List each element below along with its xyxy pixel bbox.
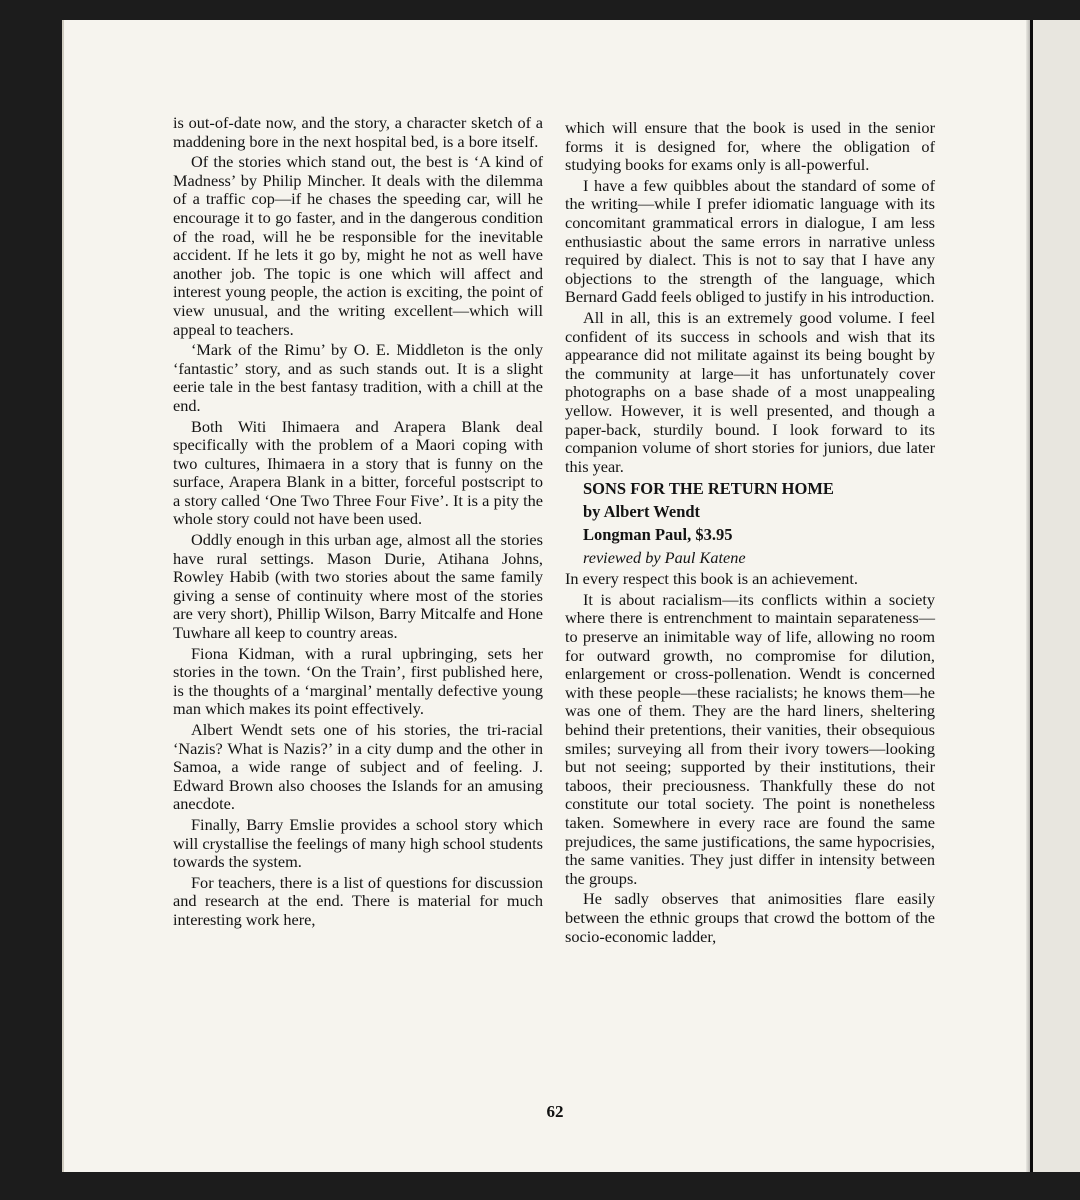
paragraph: ‘Mark of the Rimu’ by O. E. Middleton is the only ‘fantastic’ story, and as such stands out. It is a slight eerie tale in the best fantasy tradition, with a chill at the end. — [173, 340, 543, 415]
paragraph: In every respect this book is an achievement. — [565, 569, 858, 589]
paragraph: I have a few quibbles about the standard of some of the writing—while I prefer idiomatic language with its concomitant grammatical errors in dialogue, I am less enthusiastic about the same errors in narrative unless required by dialect. This is not to say that I have any objections to the strength of the language, which Bernard Gadd feels obliged to justify in his introduction. — [565, 175, 935, 307]
paragraph: Albert Wendt sets one of his stories, the tri-racial ‘Nazis? What is Nazis?’ in a city dump and the other in Samoa, a wide range of subject and of feeling. J. Edward Brown also chooses the Islands for an amusing anecdote. — [173, 720, 543, 814]
review-byline: reviewed by Paul Katene — [583, 548, 746, 568]
paragraph: It is about racialism—its conflicts within a society where there is entrenchment to maintain separateness—to preserve an inimitable way of life, allowing no room for outward growth, no compromise for dilution, enlargement or cross-pollenation. Wendt is concerned with these people—these racialists; he knows them—he was one of them. They are the hard liners, sheltering behind their pretentions, their vanities, their obsequious smiles; surveying all from their ivory towers—looking but not seeing; supported by their institutions, their taboos, their preciousness. Thankfully these do not constitute our total society. The point is nonetheless taken. Somewhere in every race are found the same prejudices, the same justifications, the same hypocrisies, the same vanities. They just differ in intensity between the groups. — [565, 589, 935, 888]
review-author: by Albert Wendt — [583, 502, 701, 522]
paragraph: For teachers, there is a list of questions for discussion and research at the end. There is material for much interesting work here, — [173, 872, 543, 929]
paragraph: Finally, Barry Emslie provides a school story which will crystallise the feelings of many high school students towards the system. — [173, 814, 543, 872]
paragraph: Oddly enough in this urban age, almost all the stories have rural settings. Mason Durie, Atihana Johns, Rowley Habib (with two stories about the same family giving a sense of continuity where most of the stories are very short), Phillip Wilson, Barry Mitcalfe and Hone Tuwhare all keep to country areas. — [173, 530, 543, 643]
paragraph: He sadly observes that animosities flare easily between the ethnic groups that crowd the bottom of the socio-economic ladder, — [565, 889, 935, 946]
paragraph: is out-of-date now, and the story, a character sketch of a maddening bore in the next hospital bed, is a bore itself. — [173, 113, 543, 151]
page-number: 62 — [546, 1102, 564, 1121]
paragraph: which will ensure that the book is used in the senior forms it is designed for, where the obligation of studying books for exams only is all-powerful. — [565, 118, 935, 175]
right-column — [565, 119, 935, 948]
paragraph: Fiona Kidman, with a rural upbringing, sets her stories in the town. ‘On the Train’, first published here, is the thoughts of a ‘marginal’ mentally defective young man which makes its point effectively. — [173, 643, 543, 719]
review-title: SONS FOR THE RETURN HOME — [583, 479, 834, 499]
left-column — [173, 114, 543, 932]
paragraph: Of the stories which stand out, the best is ‘A kind of Madness’ by Philip Mincher. It deals with the dilemma of a traffic cop—if he chases the speeding car, will he encourage it to go faster, and in the dangerous condition of the road, will he be responsible for the inevitable accident. If he lets it go by, might he not as well have another job. The topic is one which will affect and interest young people, the action is exciting, the point of view unusual, and the writing excellent—which will appeal to teachers. — [173, 152, 543, 339]
paragraph: All in all, this is an extremely good volume. I feel confident of its success in schools and wish that its appearance did not militate against its being bought by the community at large—it has unfortunately cover photographs on a base shade of a most unappealing yellow. However, it is well presented, and though a paper-back, sturdily bound. I look forward to its companion volume of short stories for juniors, due later this year. — [565, 307, 935, 476]
paragraph: Both Witi Ihimaera and Arapera Blank deal specifically with the problem of a Maori coping with two cultures, Ihimaera in a story that is funny on the surface, Arapera Blank in a bitter, forceful postscript to a story called ‘One Two Three Four Five’. It is a pity the whole story could not have been used. — [173, 416, 543, 529]
facing-page-edge — [1030, 20, 1080, 1172]
review-publisher: Longman Paul, $3.95 — [583, 525, 733, 545]
